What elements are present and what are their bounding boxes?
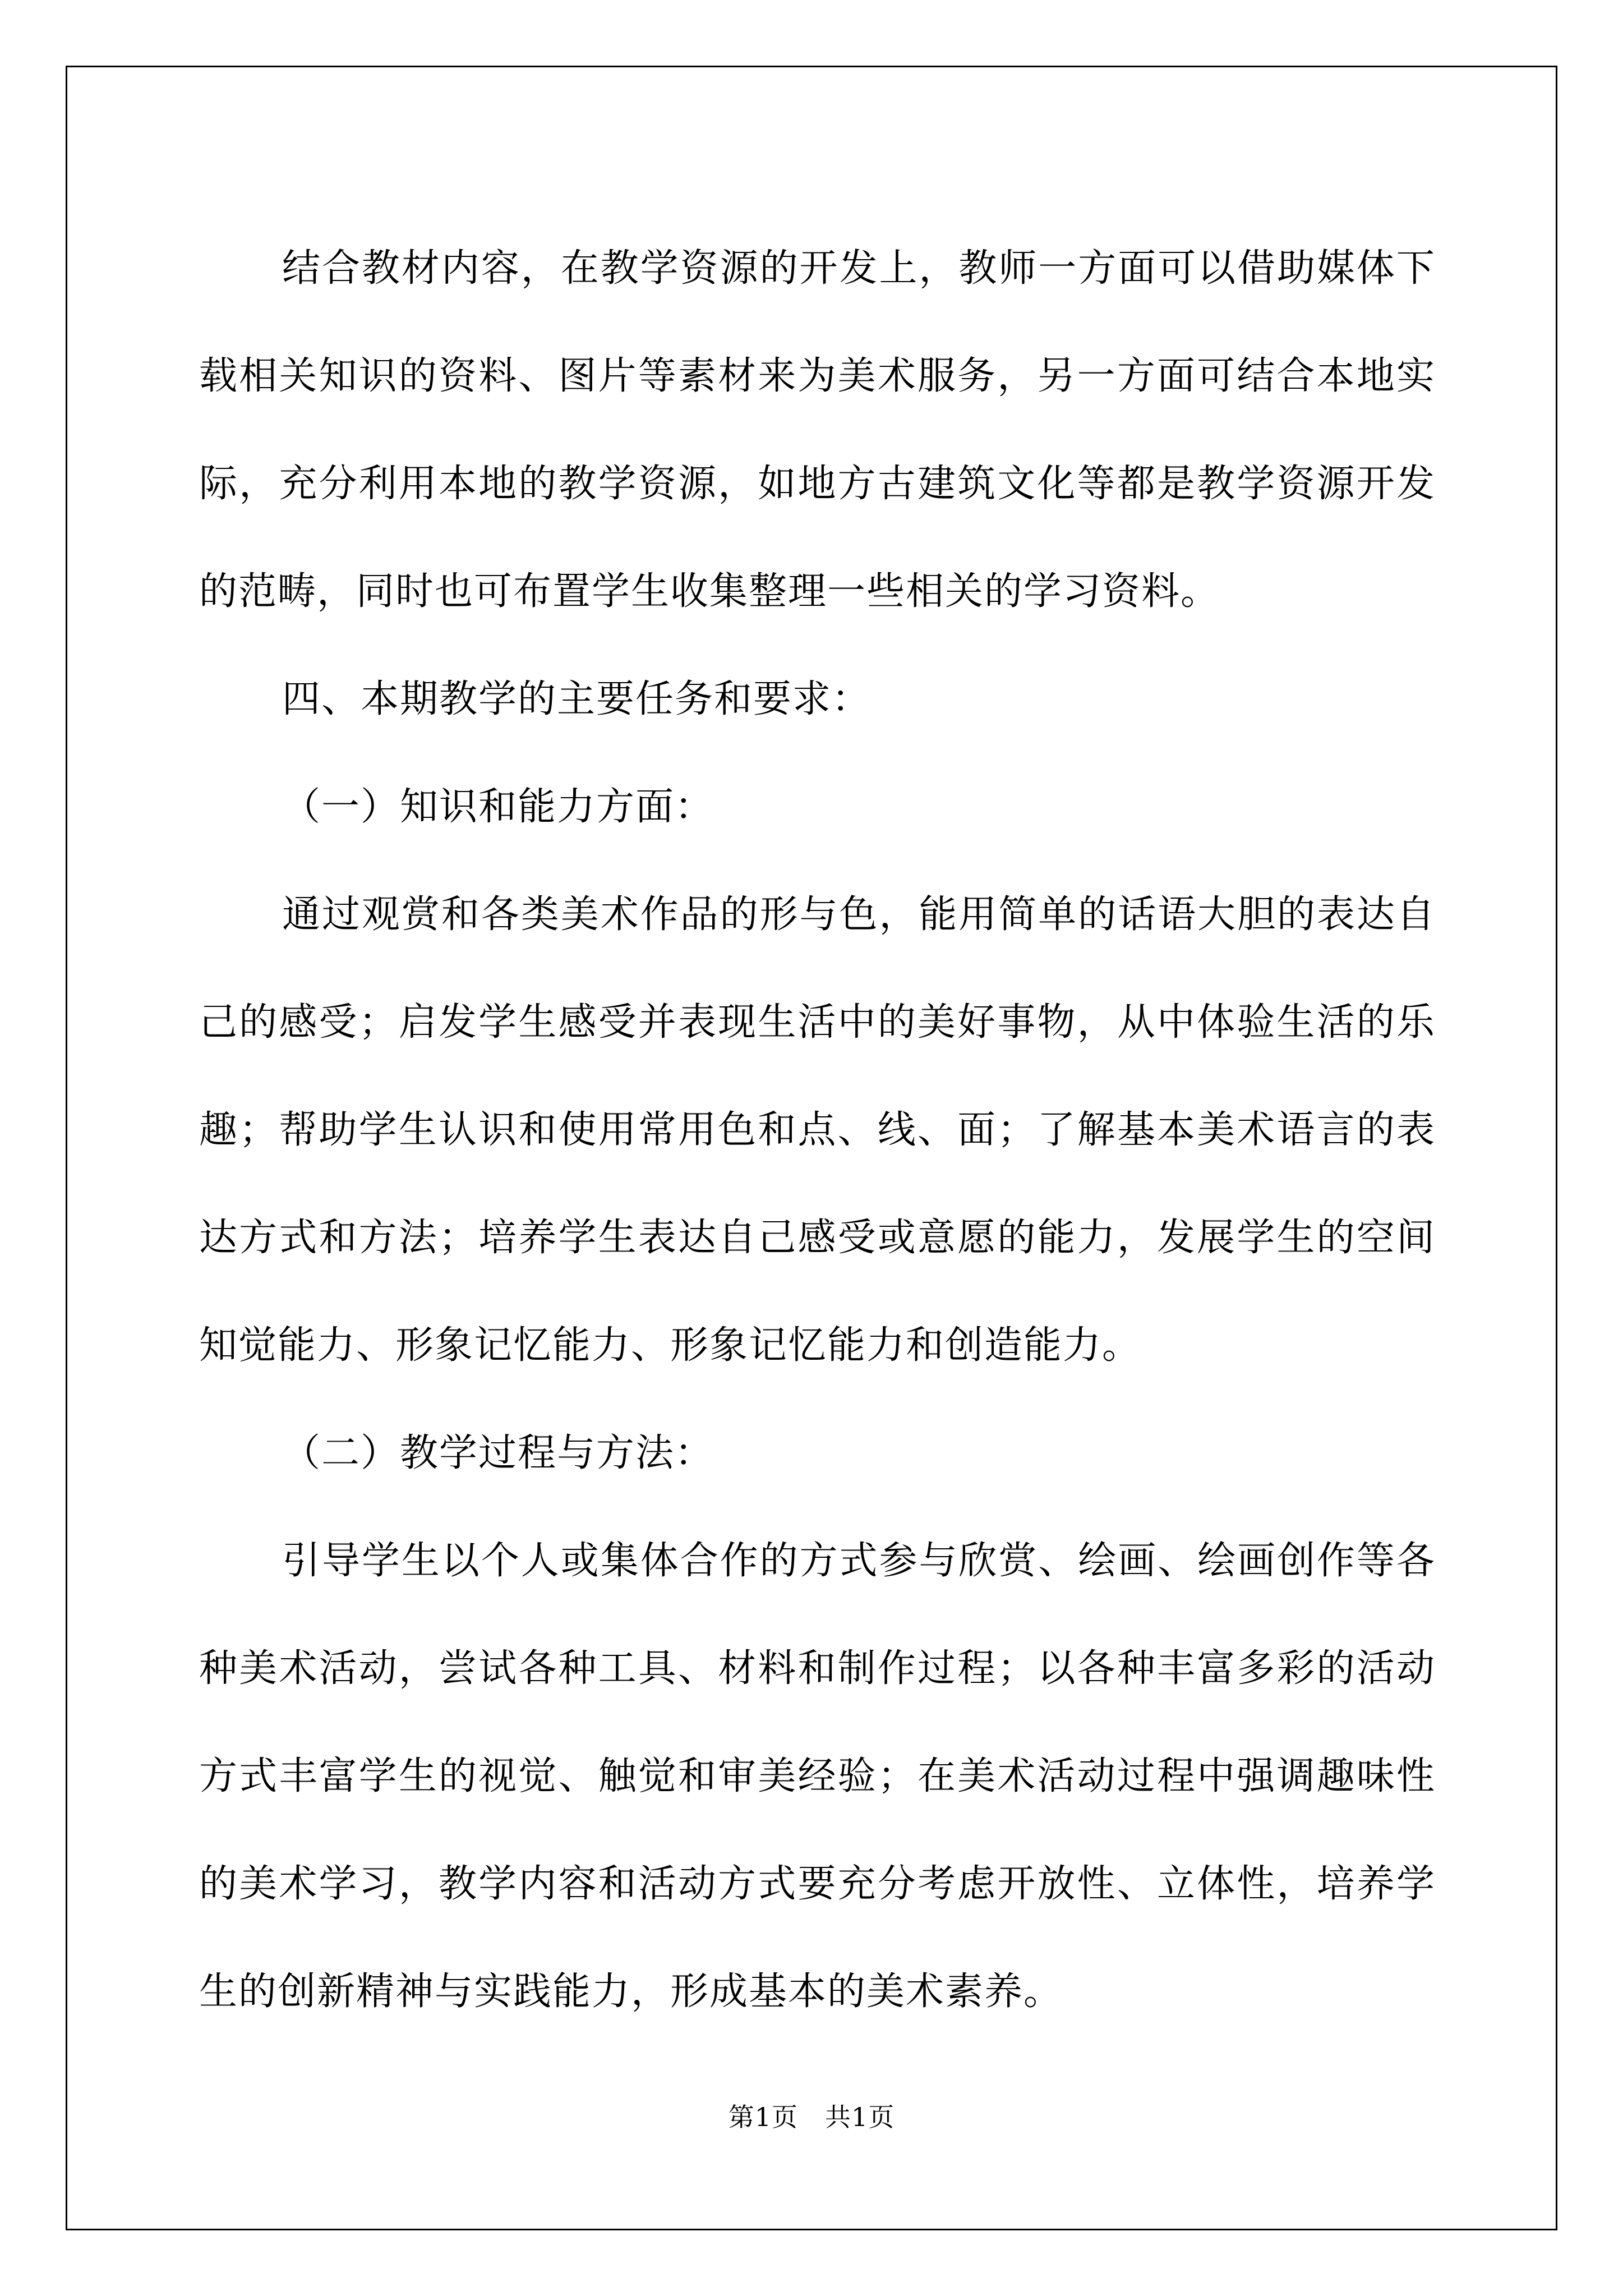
paragraph-process-method: 引导学生以个人或集体合作的方式参与欣赏、绘画、绘画创作等各种美术活动，尝试各种工具、材料和制作过程；以各种丰富多彩的活动方式丰富学生的视觉、触觉和审美经验；在美术活动过程中强调趣味性的美术学习，教学内容和活动方式要充分考虑开放性、立体性，培养学生的创新精神与实践能力，形成基本的美术素养。: [199, 1539, 1436, 2014]
page-number-current: 第1页: [728, 2102, 798, 2132]
paragraph-resources: 结合教材内容，在教学资源的开发上，教师一方面可以借助媒体下载相关知识的资料、图片等素材来为美术服务，另一方面可结合本地实际，充分利用本地的教学资源，如地方古建筑文化等都是教学资源开发的范畴，同时也可布置学生收集整理一些相关的学习资料。: [199, 246, 1436, 614]
paragraph-knowledge-ability: 通过观赏和各类美术作品的形与色，能用简单的话语大胆的表达自己的感受；启发学生感受并表现生活中的美好事物，从中体验生活的乐趣；帮助学生认识和使用常用色和点、线、面；了解基本美术语言的表达方式和方法；培养学生表达自己感受或意愿的能力，发展学生的空间知觉能力、形象记忆能力、形象记忆能力和创造能力。: [199, 892, 1436, 1368]
section-heading-tasks: 四、本期教学的主要任务和要求：: [282, 677, 872, 721]
subheading-process-method: （二）教学过程与方法：: [282, 1431, 714, 1475]
page-number-total: 共1页: [825, 2102, 895, 2132]
subheading-knowledge-ability: （一）知识和能力方面：: [282, 785, 714, 829]
document-body: [199, 215, 1436, 2046]
page-footer: [0, 2100, 1623, 2134]
